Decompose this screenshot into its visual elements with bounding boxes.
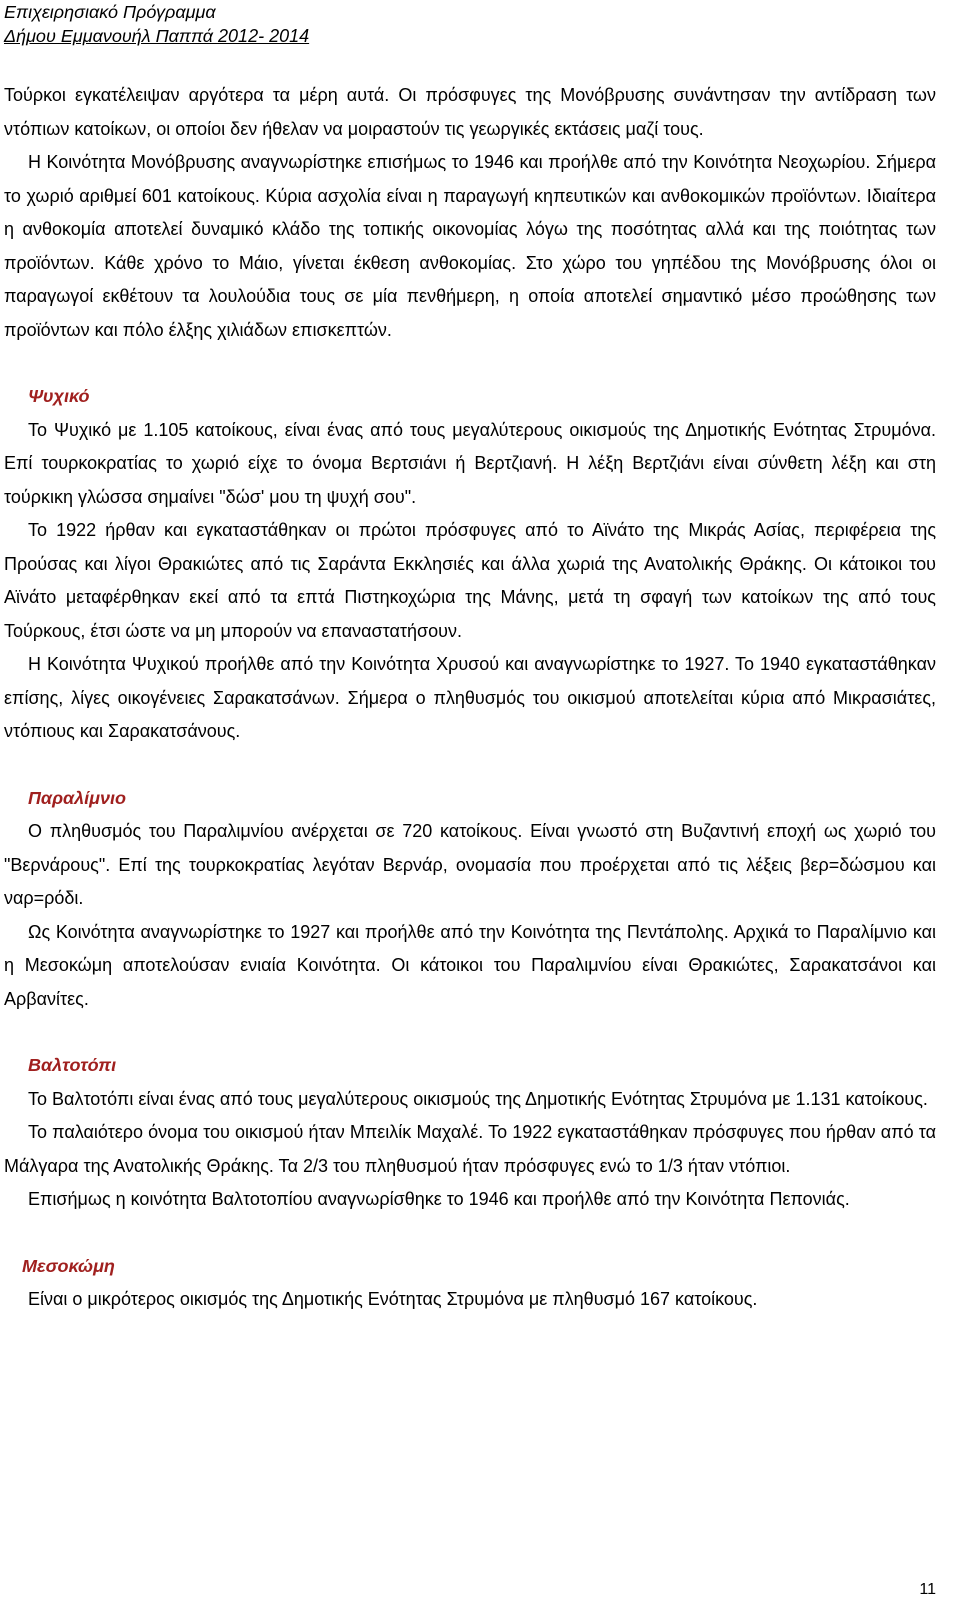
paragraph: Τούρκοι εγκατέλειψαν αργότερα τα μέρη αυτά. Οι πρόσφυγες της Μονόβρυσης συνάντησαν την αντίδραση των ντόπιων κατοίκων, οι οποίοι δεν ήθελαν να μοιραστούν τις γεωργικές εκτάσεις μαζί τους. [4,85,936,139]
page-number: 11 [919,1581,936,1598]
paragraph: Η Κοινότητα Μονόβρυσης αναγνωρίστηκε επισήμως το 1946 και προήλθε από την Κοινότητα Νεοχωρίου. Σήμερα το χωριό αριθμεί 601 κατοίκους. Κύρια ασχολία είναι η παραγωγή κηπευτικών και ανθοκομικών προϊόντων. Ιδιαίτερα η ανθοκομία αποτελεί δυναμικό κλάδο της τοπικής οικονομίας λόγω της ποσότητας αλλά και της ποιότητας των προϊόντων. Κάθε χρόνο το Μάιο, γίνεται έκθεση ανθοκομίας. Στο χώρο του γηπέδου της Μονόβρυσης όλοι οι παραγωγοί εκθέτουν τα λουλούδια τους σε μία πενθήμερη, η οποία αποτελεί σημαντικό μέσο προώθησης των προϊόντων και πόλο έλξης χιλιάδων επισκεπτών. [4,152,936,340]
section-spacer [4,1217,936,1250]
section-title-mesokomi: Μεσοκώμη [22,1255,115,1276]
paragraph: Είναι ο μικρότερος οικισμός της Δημοτικής Ενότητας Στρυμόνα με πληθυσμό 167 κατοίκους. [28,1289,758,1309]
section-title-psychiko: Ψυχικό [28,386,90,406]
document-body [4,79,936,1317]
paragraph: Ως Κοινότητα αναγνωρίστηκε το 1927 και προήλθε από την Κοινότητα της Πεντάπολης. Αρχικά το Παραλίμνιο και η Μεσοκώμη αποτελούσαν ενιαία Κοινότητα. Οι κάτοικοι του Παραλιμνίου είναι Θρακιώτες, Σαρακατσάνοι και Αρβανίτες. [4,921,936,1009]
section-spacer [4,749,936,782]
paragraph: Το 1922 ήρθαν και εγκαταστάθηκαν οι πρώτοι πρόσφυγες από το Αϊνάτο της Μικράς Ασίας, περιφέρεια της Προύσας και λίγοι Θρακιώτες από τις Σαράντα Εκκλησιές και άλλα χωριά της Ανατολικής Θράκης. Οι κάτοικοι του Αϊνάτο μεταφέρθηκαν εκεί από τα επτά Πιστηκοχώρια της Μάνης, μετά τη σφαγή των κατοίκων της από τους Τούρκους, έτσι ώστε να μη μπορούν να επαναστατήσουν. [4,520,936,641]
section-title-paralimnio: Παραλίμνιο [28,787,127,808]
paragraph: Η Κοινότητα Ψυχικού προήλθε από την Κοινότητα Χρυσού και αναγνωρίστηκε το 1927. Το 1940 εγκαταστάθηκαν επίσης, λίγες οικογένειες Σαρακατσάνων. Σήμερα ο πληθυσμός του οικισμού αποτελείται κύρια από Μικρασιάτες, ντόπιους και Σαρακατσάνους. [4,654,936,741]
paragraph: Ο πληθυσμός του Παραλιμνίου ανέρχεται σε 720 κατοίκους. Είναι γνωστό στη Βυζαντινή εποχή ως χωριό του "Βερνάρους". Επί της τουρκοκρατίας λεγόταν Βερνάρ, ονομασία που προέρχεται από τις λέξεις βερ=δώσμου και ναρ=ρόδι. [4,821,936,908]
paragraph: Το Βαλτοτόπι είναι ένας από τους μεγαλύτερους οικισμούς της Δημοτικής Ενότητας Στρυμόνα με 1.131 κατοίκους. [28,1088,928,1109]
header-program-title: Επιχειρησιακό Πρόγραμμα [4,2,216,22]
paragraph: Το παλαιότερο όνομα του οικισμού ήταν Μπειλίκ Μαχαλέ. Το 1922 εγκαταστάθηκαν πρόσφυγες που ήρθαν από τα Μάλγαρα της Ανατολικής Θράκης. Τα 2/3 του πληθυσμού ήταν πρόσφυγες ενώ τo 1/3 ήταν ντόπιοι. [4,1122,936,1176]
section-spacer [4,1016,936,1049]
section-title-valtotopi: Βαλτοτόπι [28,1055,117,1075]
paragraph: Επισήμως η κοινότητα Βαλτοτοπίου αναγνωρίσθηκε το 1946 και προήλθε από την Κοινότητα Πεπονιάς. [28,1189,850,1209]
paragraph: Το Ψυχικό με 1.105 κατοίκους, είναι ένας από τους μεγαλύτερους οικισμούς της Δημοτικής Ενότητας Στρυμόνα. Επί τουρκοκρατίας το χωριό είχε το όνομα Βερτσιάνι ή Βερτζιανή. Η λέξη Βερτζιάνι είναι σύνθετη λέξη και στη τούρκικη γλώσσα σημαίνει "δώσ' μου τη ψυχή σου". [4,419,936,507]
header-municipality-period: Δήμου Εμμανουήλ Παππά 2012- 2014 [4,26,310,46]
document-header [4,0,309,48]
section-spacer [4,347,936,380]
